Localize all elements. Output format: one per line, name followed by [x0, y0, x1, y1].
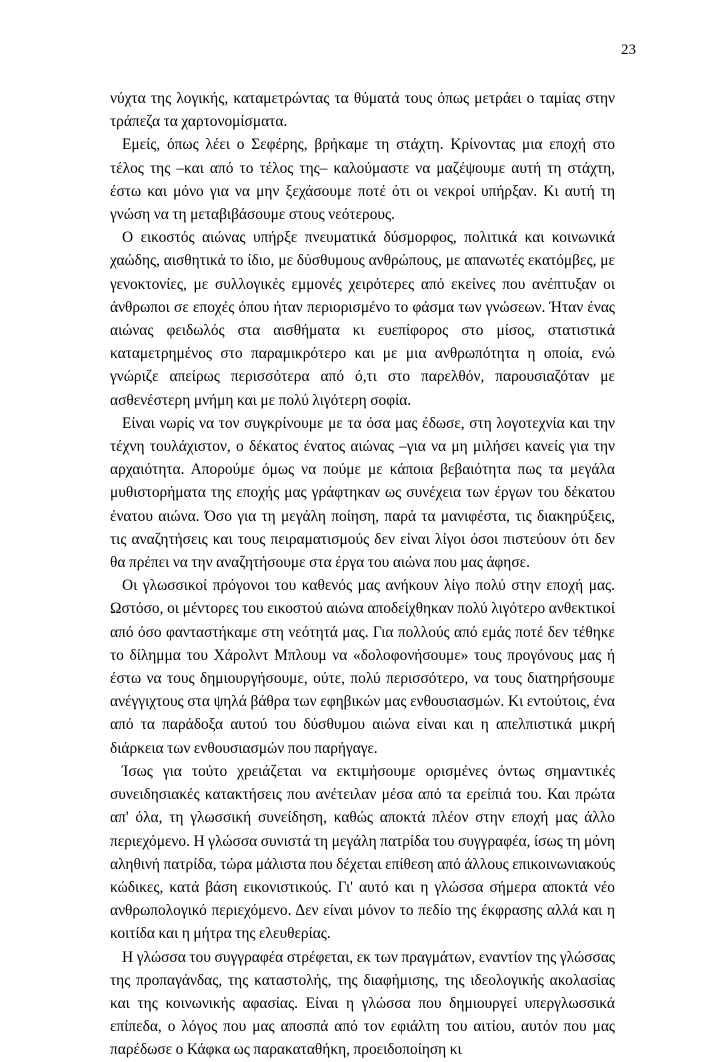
paragraph-2: Εμείς, όπως λέει ο Σεφέρης, βρήκαμε τη στάχτη. Κρίνοντας μια εποχή στο τέλος της –και από το τέλος της– καλούμαστε να μαζέψουμε αυτή τη στάχτη, έστω και μόνο για να μην ξεχάσουμε ποτέ ότι οι νεκροί υπήρξαν. Κι αυτή τη γνώση να τη μεταβιβάσουμε στους νεότερους. — [110, 136, 615, 224]
paragraph-4: Είναι νωρίς να τον συγκρίνουμε με τα όσα μας έδωσε, στη λογοτεχνία και την τέχνη τουλάχιστον, ο δέκατος ένατος αιώνας –για να μη μιλήσει κανείς για την αρχαιότητα. Απορούμε όμως να πούμε με κάποια βεβαιότητα πως τα μεγάλα μυθιστορήματα της εποχής μας γράφτηκαν ως συνέχεια των έργων του δέκατου ένατου αιώνα. Όσο για τη μεγάλη ποίηση, παρά τα μανιφέστα, τις διακηρύξεις, τις αναζητήσεις και τους πειραματισμούς δεν είναι λίγοι όσοι πιστεύουν ότι δεν θα πρέπει να την αναζητήσουμε στα έργα του αιώνα που μας άφησε. — [110, 414, 615, 572]
paragraph-6: Ίσως για τούτο χρειάζεται να εκτιμήσουμε ορισμένες όντως σημαντικές συνειδησιακές κατακτήσεις που ανέτειλαν μέσα από τα ερείπιά του. Και πρώτα απ' όλα, τη γλωσσική συνείδηση, καθώς αποκτά πλέον στην εποχή μας άλλο περιεχόμενο. Η γλώσσα συνιστά τη μεγάλη πατρίδα του συγγραφέα, ίσως τη μόνη αληθινή πατρίδα, τώρα μάλιστα που δέχεται επίθεση από άλλους επικοινωνιακούς κώδικες, κατά βάση εικονιστικούς. Γι' αυτό και η γλώσσα σήμερα αποκτά νέο ανθρωπολογικό περιεχόμενο. Δεν είναι μόνον το πεδίο της έκφρασης αλλά και η κοιτίδα και η μήτρα της ελευθερίας. — [110, 762, 615, 943]
paragraph-1: νύχτα της λογικής, καταμετρώντας τα θύματά τους όπως μετράει ο ταμίας στην τράπεζα τα χαρτονομίσματα. — [110, 90, 615, 131]
page-number: 23 — [621, 42, 636, 58]
body-text — [110, 87, 615, 1062]
paragraph-7: Η γλώσσα του συγγραφέα στρέφεται, εκ των πραγμάτων, εναντίον της γλώσσας της προπαγάνδας, της καταστολής, της διαφήμισης, της ιδεολογικής ακολασίας και της κοινωνικής αφασίας. Είναι η γλώσσα που δημιουργεί υπεργλωσσικά επίπεδα, ο λόγος που μας αποσπά από τον εφιάλτη του αιτίου, αυτόν που μας παρέδωσε ο Κάφκα ως παρακαταθήκη, προειδοποίηση κι — [110, 948, 615, 1059]
paragraph-5: Οι γλωσσικοί πρόγονοι του καθενός μας ανήκουν λίγο πολύ στην εποχή μας. Ωστόσο, οι μέντορες του εικοστού αιώνα αποδείχθηκαν πολύ λιγότερο ανθεκτικοί από όσο φανταστήκαμε στη νεότητά μας. Για πολλούς από εμάς ποτέ δεν τέθηκε το δίλημμα του Χάρολντ Μπλουμ να «δολοφονήσουμε» τους προγόνους μας ή έστω να τους δημιουργήσουμε, ούτε, πολύ περισσότερο, να τους διατηρήσουμε ανέγγιχτους στα ψηλά βάθρα των εφηβικών μας ενθουσιασμών. Κι εντούτοις, ένα από τα παράδοξα αυτού του δύσθυμου αιώνα είναι και η απελπιστικά μικρή διάρκεια των ενθουσιασμών που παρήγαγε. — [110, 577, 615, 757]
paragraph-3: Ο εικοστός αιώνας υπήρξε πνευματικά δύσμορφος, πολιτικά και κοινωνικά χαώδης, αισθητικά το ίδιο, με δύσθυμους ανθρώπους, με απανωτές εκατόμβες, με γενοκτονίες, με συλλογικές εμμονές χειρότερες από εκείνες που ανέπτυξαν οι άνθρωποι σε εποχές όπου ήταν περιορισμένο το φάσμα των γνώσεων. Ήταν ένας αιώνας φειδωλός στα αισθήματα κι ευεπίφορος στο μίσος, στατιστικά καταμετρημένος στο παραμικρότερο και με μια ανθρωπότητα η οποία, ενώ γνώριζε απείρως περισσότερα από ό,τι στο παρελθόν, παρουσιαζόταν με ασθενέστερη μνήμη και με πολύ λιγότερη σοφία. — [110, 229, 615, 409]
